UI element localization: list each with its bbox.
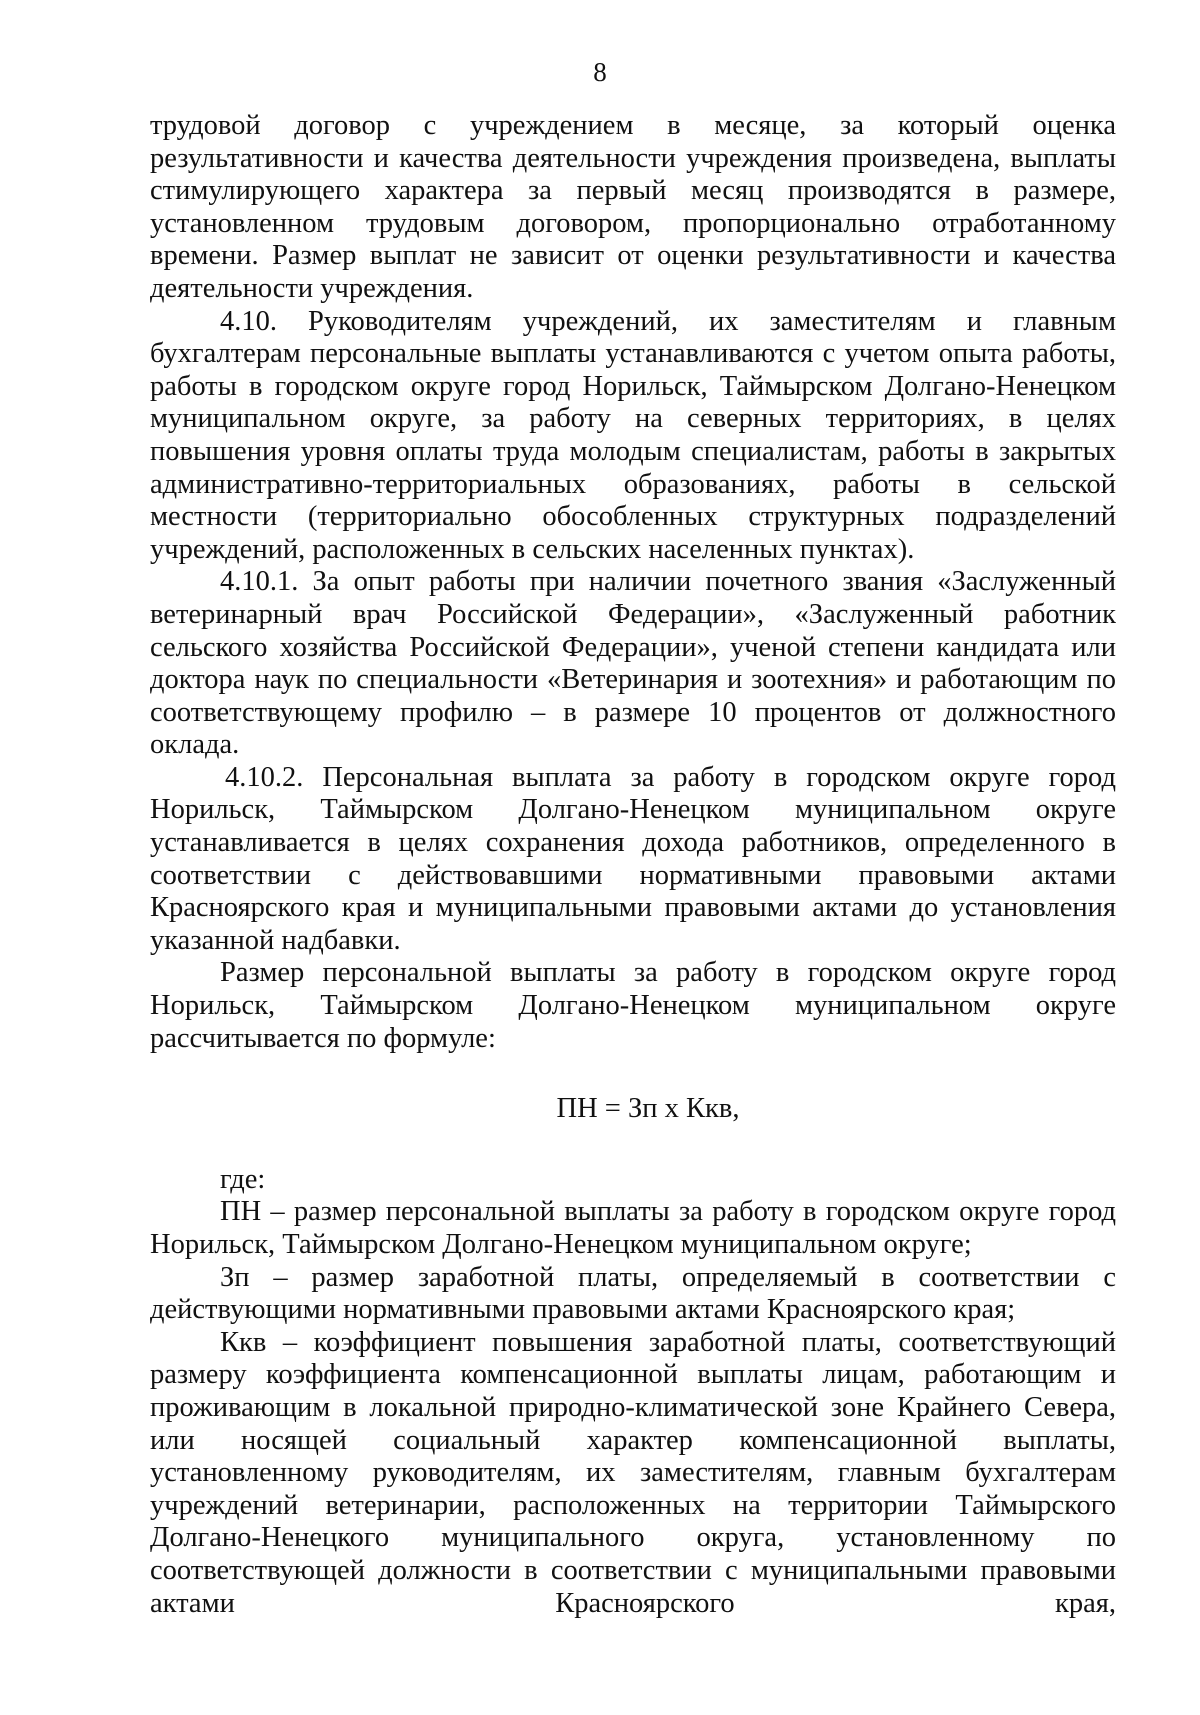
page-number: 8 (593, 57, 607, 87)
paragraph-where: где: (220, 1163, 266, 1195)
definition-kkv: Ккв – коэффициент повышения заработной платы, соответствующий размеру коэффициента компенсационной выплаты лицам, работающим и проживающим в локальной природно-климатической зоне Крайнего Севера, или носящей социальный характер компенсационной выплаты, установленному руководителям, их заместителям, главным бухгалтерам учреждений ветеринарии, расположенных на территории Таймырского Долгано-Ненецкого муниципального округа, установленному по соответствующей должности в соответствии с муниципальными правовыми актами Красноярского края, (150, 1326, 1116, 1619)
paragraph-4-10-2: 4.10.2. Персональная выплата за работу в городском округе город Норильск, Таймырском Долгано-Ненецком муниципальном округе устанавливается в целях сохранения дохода работников, определенного в соответствии с действовавшими нормативными правовыми актами Красноярского края и муниципальными правовыми актами до установления указанной надбавки. (150, 761, 1116, 956)
paragraph-4-10-1: 4.10.1. За опыт работы при наличии почетного звания «Заслуженный ветеринарный врач Российской Федерации», «Заслуженный работник сельского хозяйства Российской Федерации», ученой степени кандидата или доктора наук по специальности «Ветеринария и зоотехния» и работающим по соответствующему профилю – в размере 10 процентов от должностного оклада. (150, 566, 1116, 761)
document-body (150, 110, 1116, 1620)
paragraph-4-10: 4.10. Руководителям учреждений, их заместителям и главным бухгалтерам персональные выплаты устанавливаются с учетом опыта работы, работы в городском округе город Норильск, Таймырском Долгано-Ненецком муниципальном округе, за работу на северных территориях, в целях повышения уровня оплаты труда молодым специалистам, работы в закрытых административно-территориальных образованиях, работы в сельской местности (территориально обособленных структурных подразделений учреждений, расположенных в сельских населенных пунктах). (150, 305, 1116, 565)
definition-pn: ПН – размер персональной выплаты за работу в городском округе город Норильск, Таймырском Долгано-Ненецком муниципальном округе; (150, 1196, 1116, 1260)
definition-zp: Зп – размер заработной платы, определяемый в соответствии с действующими нормативными правовыми актами Красноярского края; (150, 1261, 1116, 1326)
paragraph-formula-intro: Размер персональной выплаты за работу в городском округе город Норильск, Таймырском Долгано-Ненецком муниципальном округе рассчитывается по формуле: (150, 957, 1116, 1054)
formula: ПН = Зп х Ккв, (556, 1093, 740, 1125)
paragraph-continuation: трудовой договор с учреждением в месяце, за который оценка результативности и качества деятельности учреждения произведена, выплаты стимулирующего характера за первый месяц производятся в размере, установленном трудовым договором, пропорционально отработанному времени. Размер выплат не зависит от оценки результативности и качества деятельности учреждения. (150, 110, 1116, 304)
